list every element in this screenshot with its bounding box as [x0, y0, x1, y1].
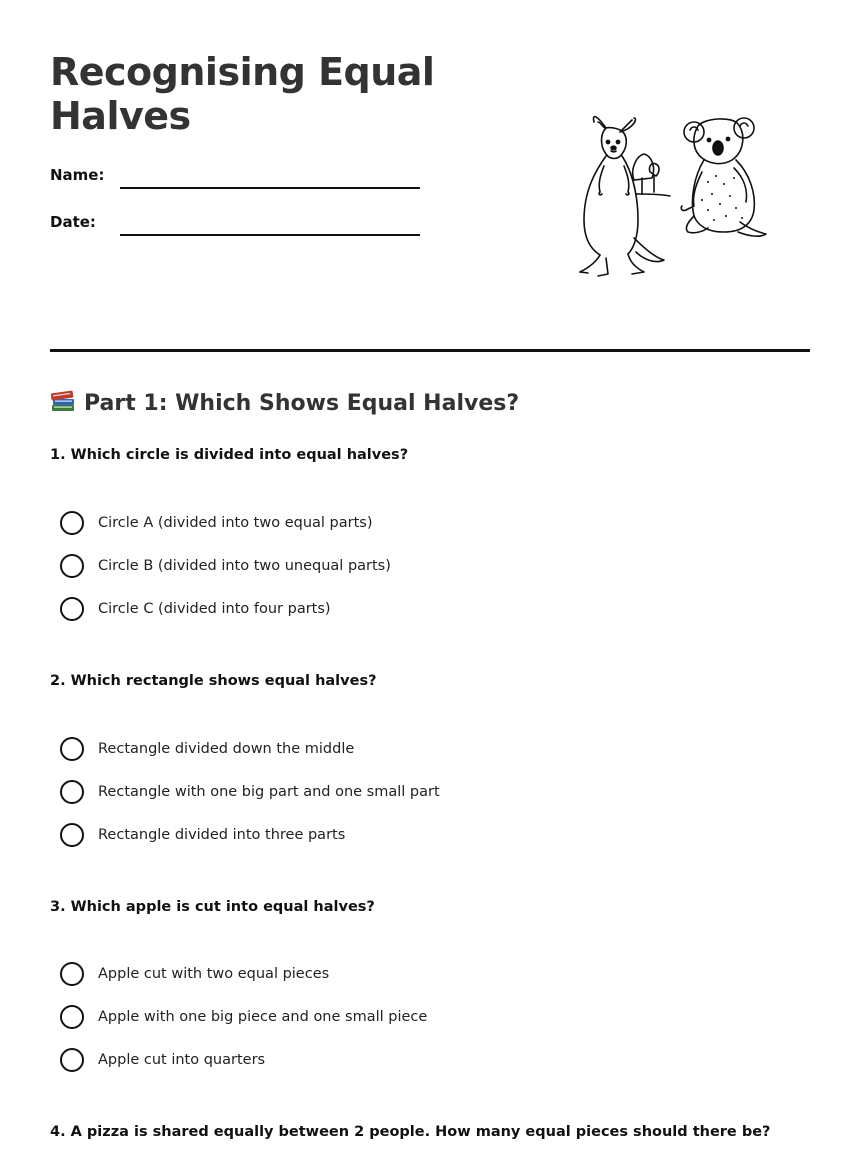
question-text: 1. Which circle is divided into equal halves? — [50, 447, 409, 463]
option-label: Rectangle with one big part and one small part — [98, 784, 440, 800]
radio-button[interactable] — [60, 554, 84, 578]
option-radio-item[interactable] — [60, 962, 760, 988]
option-radio-item[interactable] — [60, 1048, 760, 1074]
option-label: Rectangle divided down the middle — [98, 741, 355, 757]
kangaroo-icon — [580, 117, 670, 276]
question-text: 4. A pizza is shared equally between 2 people. How many equal pieces should there be? — [50, 1124, 771, 1140]
radio-button[interactable] — [60, 1005, 84, 1029]
option-label: Apple cut into quarters — [98, 1052, 266, 1068]
radio-button[interactable] — [60, 962, 84, 986]
option-radio-item[interactable] — [60, 823, 760, 849]
option-radio-item[interactable] — [60, 554, 760, 580]
option-label: Circle A (divided into two equal parts) — [98, 515, 373, 531]
option-label: Circle B (divided into two unequal parts) — [98, 558, 391, 574]
option-label: Circle C (divided into four parts) — [98, 601, 331, 617]
name-write-line[interactable] — [120, 187, 420, 189]
date-write-line[interactable] — [120, 234, 420, 236]
mascots-illustration — [576, 110, 776, 285]
section-divider — [50, 349, 810, 352]
worksheet-page — [50, 0, 810, 1161]
question-text: 2. Which rectangle shows equal halves? — [50, 673, 377, 689]
radio-button[interactable] — [60, 823, 84, 847]
option-label: Apple cut with two equal pieces — [98, 966, 330, 982]
option-radio-item[interactable] — [60, 780, 760, 806]
option-label: Rectangle divided into three parts — [98, 827, 346, 843]
option-radio-item[interactable] — [60, 511, 760, 537]
date-label: Date: — [50, 213, 96, 231]
option-label: Apple with one big piece and one small piece — [98, 1009, 428, 1025]
date-field — [50, 211, 430, 235]
radio-button[interactable] — [60, 511, 84, 535]
part1-title — [50, 388, 519, 420]
option-radio-item[interactable] — [60, 737, 760, 763]
books-icon — [50, 389, 76, 413]
radio-button[interactable] — [60, 737, 84, 761]
worksheet-title: Recognising Equal Halves — [50, 50, 435, 138]
name-field — [50, 164, 430, 188]
option-radio-item[interactable] — [60, 1005, 760, 1031]
koala-icon — [681, 118, 766, 236]
part1-title-text: Part 1: Which Shows Equal Halves? — [84, 391, 520, 416]
radio-button[interactable] — [60, 780, 84, 804]
option-radio-item[interactable] — [60, 597, 760, 623]
question-text: 3. Which apple is cut into equal halves? — [50, 899, 375, 915]
radio-button[interactable] — [60, 597, 84, 621]
radio-button[interactable] — [60, 1048, 84, 1072]
name-label: Name: — [50, 166, 105, 184]
